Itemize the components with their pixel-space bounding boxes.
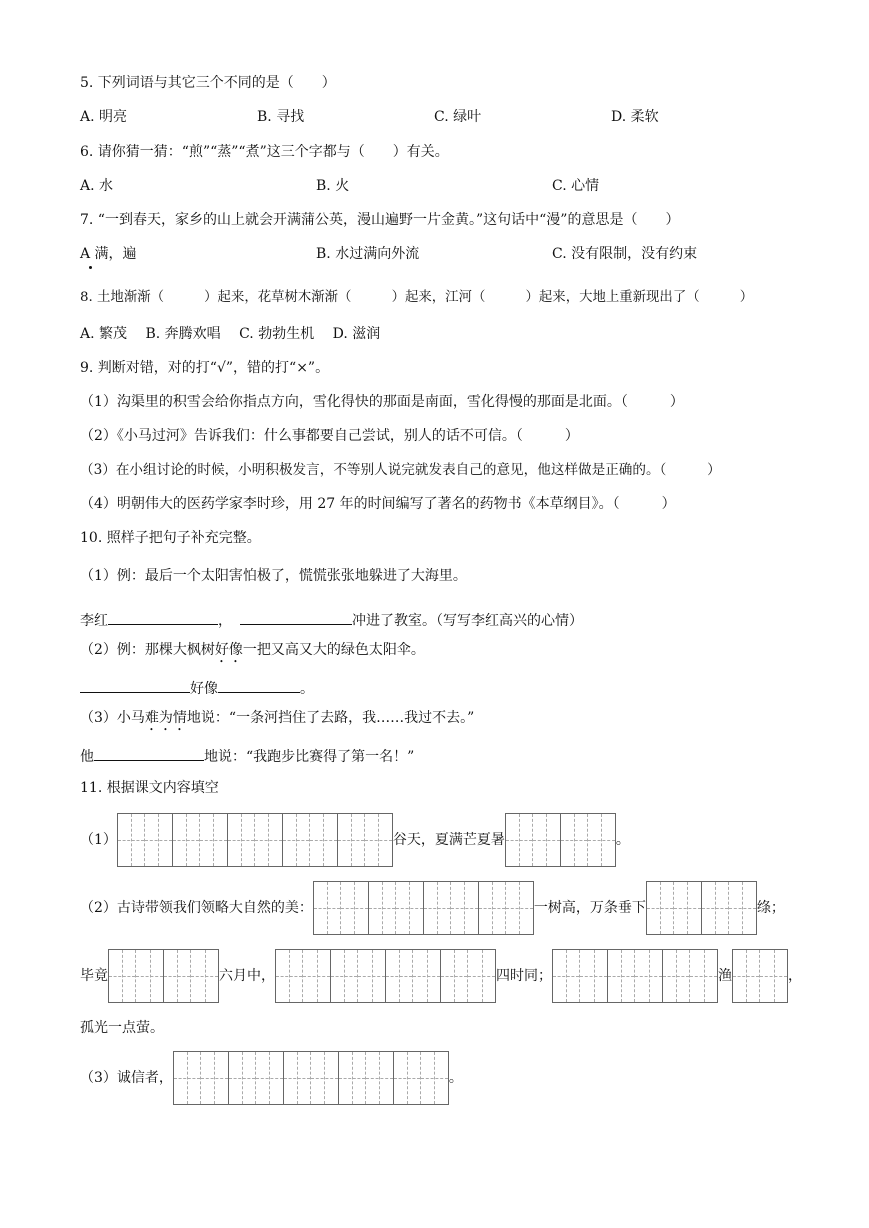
q10-ex3-dot: 难为情 <box>144 710 187 726</box>
q11-p2b-b: 六月中， <box>219 968 275 984</box>
q10-ex2-dot: 好像 <box>214 642 243 658</box>
q11-p3-end: 。 <box>448 1070 463 1086</box>
writing-grid-2a[interactable] <box>313 881 534 935</box>
writing-grid-2e[interactable] <box>552 949 718 1003</box>
q6-option-b: B. 火 <box>316 178 350 194</box>
q10-ex1-dot: 慌慌张张 <box>298 568 355 584</box>
q10-fill-1 <box>80 608 583 631</box>
q9-stem: 9. 判断对错，对的打“√”，错的打“×”。 <box>80 360 330 376</box>
q10-example-3 <box>80 708 474 734</box>
q11-p2c: 孤光一点萤。 <box>80 1020 164 1036</box>
q10-fill1-a: 李红 <box>80 613 108 629</box>
q7-stem-dot: 漫 <box>546 212 561 228</box>
q10-ex3-pre: （3）小马 <box>80 710 145 726</box>
q10-fill-3 <box>80 744 414 767</box>
q8-stem: 8. 土地渐渐（ ）起来，花草树木渐渐（ ）起来，江河（ ）起来，大地上重新现出了（ ） <box>80 290 754 305</box>
q10-example-2 <box>80 640 425 666</box>
q10-fill1-c: 冲进了教室。（写写李红高兴的心情） <box>352 613 583 629</box>
q7-stem-pre: 7. “一到春天，家乡的山上就会开满蒲公英，漫山遍野一片金黄。”这句话中“ <box>80 212 547 228</box>
q10-blank-1b[interactable] <box>240 608 352 625</box>
writing-grid-2b[interactable] <box>646 881 757 935</box>
q10-example-1 <box>80 566 467 586</box>
q5-option-b: B. 寻找 <box>257 109 305 125</box>
writing-grid-1a[interactable] <box>117 813 393 867</box>
q11-p3-label: （3）诚信者， <box>80 1070 173 1086</box>
q10-ex1-pre: （1）例：最后一个太阳害怕极了， <box>80 568 299 584</box>
q9-item-3: （3）在小组讨论的时候，小明积极发言，不等别人说完就发表自己的意见，他这样做是正确的。（ ） <box>80 462 721 478</box>
q5-option-c: C. 绿叶 <box>434 109 482 125</box>
q11-p1-label: （1） <box>80 832 117 848</box>
q7-stem-post: ”的意思是（ ） <box>560 212 680 228</box>
q6-stem: 6. 请你猜一猜：“煎”“蒸”“煮”这三个字都与（ ）有关。 <box>80 144 449 160</box>
q11-stem: 11. 根据课文内容填空 <box>80 780 219 796</box>
writing-grid-2f[interactable] <box>732 949 788 1003</box>
q11-p2b-c: 四时同； <box>496 968 552 984</box>
q10-ex2-post: 一把又高又大的绿色太阳伞。 <box>242 642 425 658</box>
q6-option-c: C. 心情 <box>552 178 600 194</box>
q9-item-2: （2）《小马过河》告诉我们：什么事都要自己尝试，别人的话不可信。（ ） <box>80 428 579 444</box>
q11-p2-mid: 一树高，万条垂下 <box>533 900 646 916</box>
q7-dot-mark <box>89 266 92 269</box>
q10-fill3-c: 地说：“我跑步比赛得了第一名！” <box>204 749 415 765</box>
writing-grid-3[interactable] <box>173 1051 449 1105</box>
q8-options: A. 繁茂 B. 奔腾欢唱 C. 勃勃生机 D. 滋润 <box>80 326 381 342</box>
q9-item-1: （1）沟渠里的积雪会给你指点方向，雪化得快的那面是南面，雪化得慢的那面是北面。（ ） <box>80 394 684 410</box>
q11-p2-end: 绦； <box>756 900 785 916</box>
q11-part-3 <box>80 1050 463 1106</box>
q7-stem <box>80 210 679 230</box>
q10-fill-2 <box>80 676 314 699</box>
q5-stem: 5. 下列词语与其它三个不同的是（ ） <box>80 75 336 91</box>
q11-p2b-d: 渔 <box>718 968 732 984</box>
q10-ex1-post: 地躲进了大海里。 <box>354 568 467 584</box>
q10-fill2-c: 。 <box>300 681 314 697</box>
q11-p2b-a: 毕竟 <box>80 968 108 984</box>
q10-fill3-a: 他 <box>80 749 94 765</box>
q6-option-a: A. 水 <box>80 178 114 194</box>
writing-grid-1b[interactable] <box>505 813 616 867</box>
q5-option-d: D. 柔软 <box>611 109 659 125</box>
q10-ex2-pre: （2）例：那棵大枫树 <box>80 642 215 658</box>
q11-p2b-e: ， <box>788 968 802 984</box>
q10-blank-1a[interactable] <box>108 608 218 625</box>
q10-blank-2b[interactable] <box>218 676 300 693</box>
q5-option-a: A. 明亮 <box>80 109 128 125</box>
writing-grid-2d[interactable] <box>275 949 496 1003</box>
q10-blank-2a[interactable] <box>80 676 190 693</box>
q11-p1-mid: 谷天，夏满芒夏暑 <box>392 832 505 848</box>
q11-part-2b <box>80 948 802 1004</box>
q9-item-4: （4）明朝伟大的医药学家李时珍，用 27 年的时间编写了著名的药物书《本草纲目》。（ ） <box>80 496 676 512</box>
q7-option-a: A 满，遍 <box>80 246 137 262</box>
q11-p2-label: （2）古诗带领我们领略大自然的美： <box>80 900 313 916</box>
q10-fill2-b: 好像 <box>190 681 218 697</box>
q10-blank-3[interactable] <box>94 744 204 761</box>
q11-p1-end: 。 <box>615 832 630 848</box>
q10-ex3-post: 地说：“一条河挡住了去路，我……我过不去。” <box>186 710 475 726</box>
q7-option-c: C. 没有限制，没有约束 <box>552 246 698 262</box>
q7-option-b: B. 水过满向外流 <box>316 246 420 262</box>
q10-fill1-b: ， <box>218 613 232 629</box>
q10-stem: 10. 照样子把句子补充完整。 <box>80 530 261 546</box>
q11-part-1 <box>80 812 630 868</box>
q11-part-2 <box>80 880 785 936</box>
writing-grid-2c[interactable] <box>108 949 219 1003</box>
